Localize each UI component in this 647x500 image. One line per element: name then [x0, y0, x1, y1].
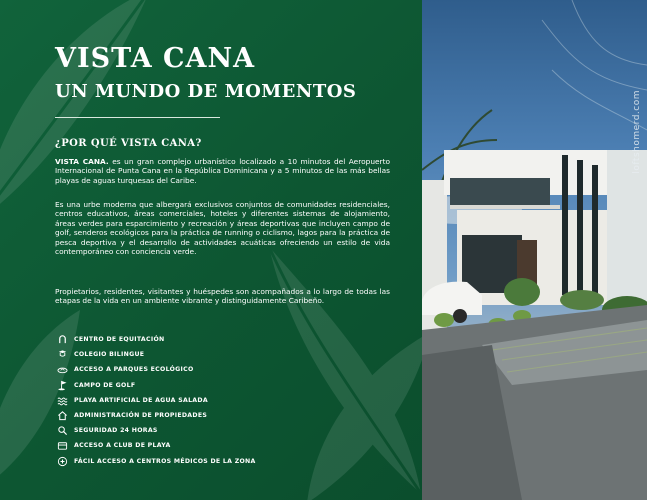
- amenity-item: [57, 378, 256, 393]
- intro-lead: VISTA CANA.: [55, 157, 109, 166]
- medical-icon: [57, 456, 68, 467]
- amenity-label: SEGURIDAD 24 HORAS: [74, 427, 158, 435]
- intro-text: es un gran complejo urbanístico localizado a 10 minutos del Aeropuerto Internacional de Punta Cana en la República Dominicana y a 5 minutos de las más bellas playas de aguas turquesas del Caribe.: [55, 157, 391, 185]
- home-icon: [57, 410, 68, 421]
- park-icon: [57, 364, 68, 375]
- amenity-label: PLAYA ARTIFICIAL DE AGUA SALADA: [74, 396, 208, 404]
- horseshoe-icon: [57, 334, 68, 345]
- page-title: VISTA CANA: [55, 43, 256, 74]
- amenity-label: ACCESO A CLUB DE PLAYA: [74, 442, 171, 450]
- page-subtitle: UN MUNDO DE MOMENTOS: [55, 81, 357, 102]
- description-paragraph: Es una urbe moderna que albergará exclusivos conjuntos de comunidades residenciales, centros educativos, áreas comerciales, hoteles y diferentes sistemas de alojamiento, áreas verdes para esparcimiento y recreación y áreas deportivas que incluyen campo de golf, senderos ecológicos para la práctica de running o ciclismo, lagos para la práctica de pesca deportiva y el desarrollo de actividades acuáticas ofreciendo un estilo de vida contemporáneo con conciencia verde.: [55, 200, 390, 257]
- beach-club-icon: [57, 440, 68, 451]
- house-rendering-image: [422, 0, 647, 500]
- school-icon: [57, 349, 68, 360]
- amenity-label: CENTRO DE EQUITACIÓN: [74, 336, 165, 344]
- section-heading: ¿POR QUÉ VISTA CANA?: [55, 138, 202, 149]
- golf-icon: [57, 380, 68, 391]
- security-icon: [57, 425, 68, 436]
- amenity-item: [57, 347, 256, 362]
- amenity-item: [57, 332, 256, 347]
- website-watermark: loftshomerd.com: [632, 90, 642, 174]
- amenity-label: ADMINISTRACIÓN DE PROPIEDADES: [74, 412, 208, 420]
- amenity-item: [57, 438, 256, 453]
- community-paragraph: Propietarios, residentes, visitantes y huéspedes son acompañados a lo largo de todas las etapas de la vida en un ambiente vibrante y distinguidamente Caribeño.: [55, 287, 390, 306]
- amenity-label: ACCESO A PARQUES ECOLÓGICO: [74, 366, 194, 374]
- amenity-label: COLEGIO BILINGUE: [74, 351, 145, 359]
- amenity-item: [57, 408, 256, 423]
- intro-paragraph: [55, 157, 390, 185]
- title-divider: [55, 117, 220, 118]
- amenity-item: [57, 362, 256, 377]
- amenity-label: FÁCIL ACCESO A CENTROS MÉDICOS DE LA ZONA: [74, 457, 256, 465]
- amenity-item: [57, 423, 256, 438]
- amenity-label: CAMPO DE GOLF: [74, 381, 136, 389]
- amenities-list: [57, 332, 256, 469]
- decorative-leaf-icon: [250, 230, 422, 500]
- house-photo: [422, 0, 647, 500]
- amenity-item: [57, 393, 256, 408]
- amenity-item: [57, 454, 256, 469]
- waves-icon: [57, 395, 68, 406]
